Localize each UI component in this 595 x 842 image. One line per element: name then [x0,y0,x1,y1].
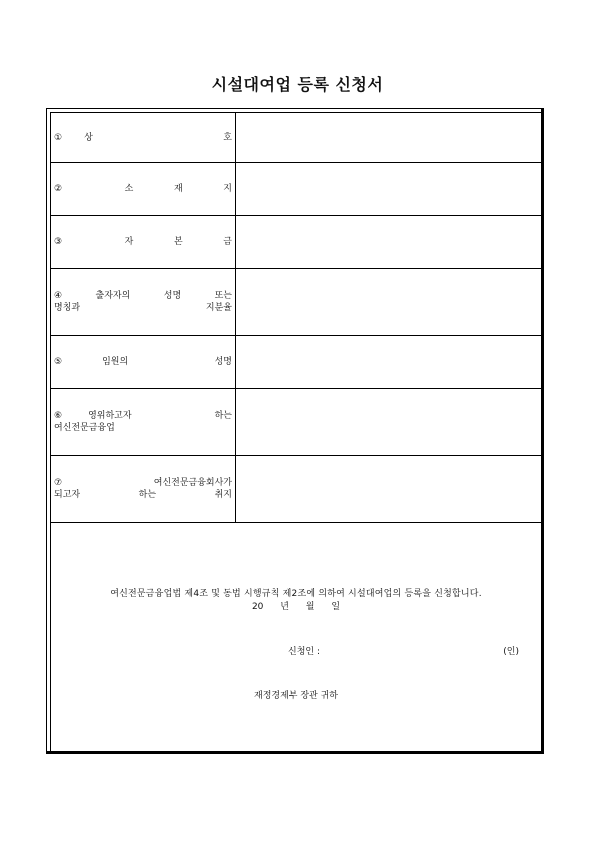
applicant-label: 신청인 : [288,647,320,657]
label-token: 하는 [138,490,157,500]
row-officers [51,336,541,389]
label-token: 호 [223,132,232,143]
label-token: 취지 [214,490,232,500]
row-label [51,113,236,162]
row-label [51,336,236,388]
label-token: 소 [124,184,134,194]
row-location [51,163,541,216]
row-label [51,269,236,335]
label-token: 지 [223,184,232,194]
capital-field[interactable] [236,216,541,268]
row-investors [51,269,541,336]
row-purpose [51,456,541,523]
label-token: 여신전문금융업 [54,423,115,433]
row-trade-name [51,113,541,163]
addressee: 재정경제부 장관 귀하 [254,691,338,701]
investors-field[interactable] [236,269,541,335]
form-table [50,112,541,751]
label-token: 자 [124,237,134,247]
row-number: ① [54,132,63,143]
row-number: ⑦ [54,478,63,488]
officers-field[interactable] [236,336,541,388]
label-token: 지분율 [205,303,232,313]
row-number: ② [54,184,63,194]
label-token: 되고자 [54,490,81,500]
trade-name-field[interactable] [236,113,541,162]
label-token: 본 [173,237,183,247]
label-token: 임원의 [102,357,129,367]
row-business-type [51,389,541,456]
location-field[interactable] [236,163,541,215]
label-token: 하는 [214,411,232,421]
label-token: 영위하고자 [88,411,132,421]
label-token: 상 [84,132,93,143]
label-token: 재 [173,184,183,194]
label-token: 여신전문금융회사가 [153,478,232,488]
label-token: 또는 [214,291,232,301]
business-type-field[interactable] [236,389,541,455]
seal-mark: (인) [503,647,519,657]
row-capital [51,216,541,269]
date-line[interactable]: 20 년 월 일 [251,602,341,612]
label-token: 성명 [214,357,232,367]
form-title: 시설대여업 등록 신청서 [211,75,384,94]
declaration-section [51,523,541,751]
label-token: 성명 [163,291,182,301]
row-label [51,456,236,522]
row-label [51,389,236,455]
label-token: 명칭과 [54,303,81,313]
row-number: ⑥ [54,411,63,421]
label-token: 금 [223,237,232,247]
row-label [51,163,236,215]
row-number: ③ [54,237,63,247]
form-frame [46,108,544,754]
row-number: ④ [54,291,63,301]
label-token: 출자자의 [95,291,131,301]
row-number: ⑤ [54,357,63,367]
purpose-field[interactable] [236,456,541,522]
row-label [51,216,236,268]
declaration-statement: 여신전문금융업법 제4조 및 동법 시행규칙 제2조에 의하여 시설대여업의 등록을 신청합니다. [110,589,482,599]
